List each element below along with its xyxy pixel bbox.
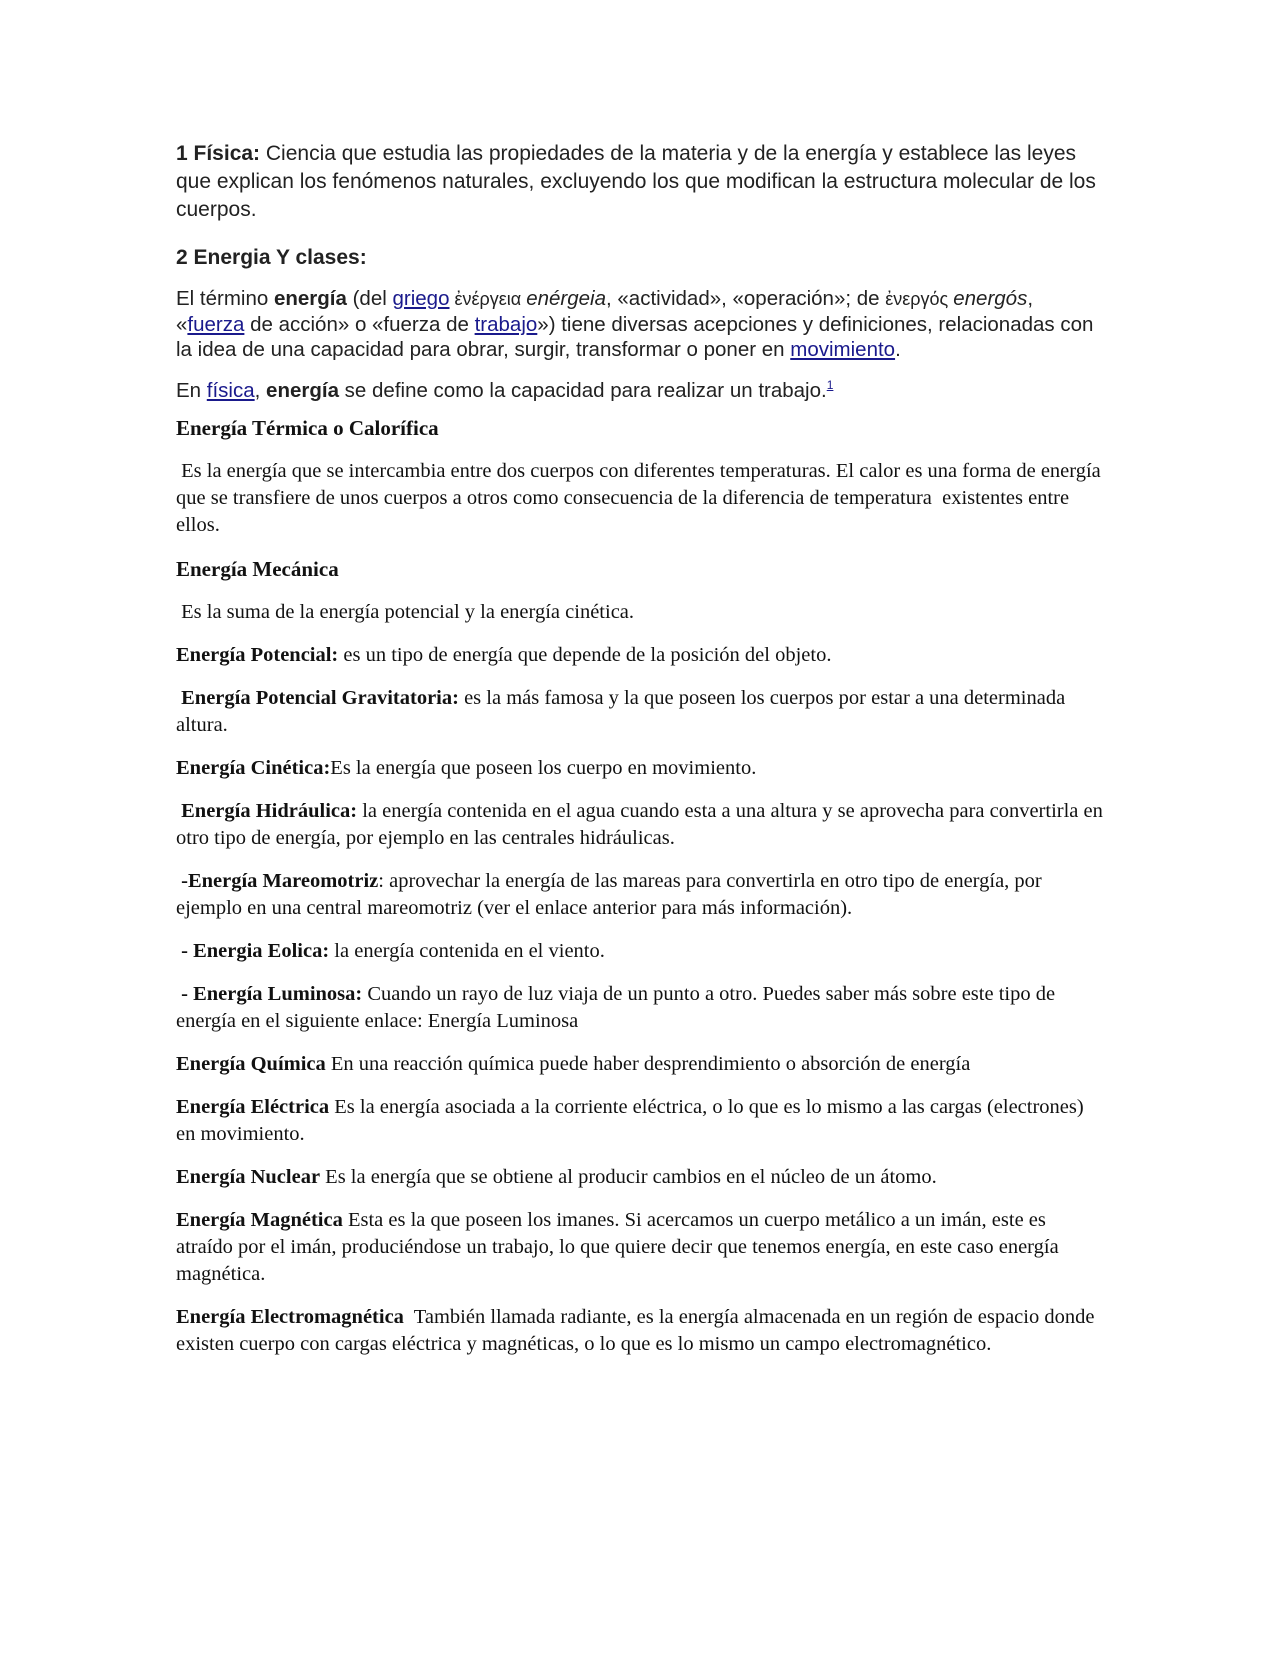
section-text: Es la energía que se intercambia entre dos cuerpos con diferentes temperaturas. El calor es una forma de energía que se transfiere de unos cuerpos a otros como consecuencia de la diferencia de temperatura existentes entre ellos. [176,460,1106,536]
text-run: de acción» o «fuerza de [244,313,475,336]
section-text: es la más famosa y la que poseen los cuerpos por estar a una determinada altura. [176,687,1071,736]
section-paragraph [176,938,1106,965]
energia-heading: 2 Energia Y clases: [176,246,367,269]
section-label: Energía Química [176,1053,326,1075]
section-label: Energía Eléctrica [176,1096,330,1118]
section-label: Energía Potencial: [176,644,339,666]
section-heading: Energía Térmica o Calorífica [176,416,439,440]
section-text: es un tipo de energía que depende de la posición del objeto. [338,644,832,666]
text-run: , «actividad», «operación»; de [606,287,886,310]
italic-energos: energós [953,287,1028,310]
section-paragraph [176,458,1106,539]
text-run: (del [346,287,393,310]
section-label: - Energia Eolica: [176,940,330,962]
section-text: Es la suma de la energía potencial y la energía cinética. [176,601,635,623]
section-text: En una reacción química puede haber desprendimiento o absorción de energía [325,1053,971,1075]
text-run: ») tiene diversas acepciones y definiciones, relacionadas con la idea de una capacidad para obrar, surgir, transformar o poner en [176,313,1094,361]
link-griego[interactable]: griego [392,287,450,310]
section-text: : aprovechar la energía de las mareas para convertirla en otro tipo de energía, por ejemplo en una central mareomotriz (ver el enlace anterior para más información). [176,870,1047,919]
text-run: , [254,379,267,402]
fisica-label: 1 Física: [176,142,261,165]
section-paragraph [176,798,1106,852]
section-paragraph [176,981,1106,1035]
text-run: se define como la capacidad para realizar un trabajo. [338,379,827,402]
energy-types-list [176,414,1106,1358]
section-label: Energía Hidráulica: [176,800,358,822]
section-label: Energía Cinética: [176,757,331,779]
section-paragraph [176,1094,1106,1148]
section-text: Es la energía que poseen los cuerpo en movimiento. [330,757,757,779]
section-label: Energía Potencial Gravitatoria: [176,687,459,709]
text-run: , « [176,287,1034,336]
section-text: Es la energía asociada a la corriente eléctrica, o lo que es lo mismo a las cargas (electrones) en movimiento. [176,1096,1089,1145]
section-paragraph [176,868,1106,922]
section-label: Energía Magnética [176,1209,343,1231]
energia-termino-paragraph [176,286,1106,362]
fisica-definition [176,140,1106,224]
section-text: la energía contenida en el agua cuando esta a una altura y se aprovecha para convertirla en otro tipo de energía, por ejemplo en las centrales hidráulicas. [176,800,1108,849]
footnote-ref[interactable]: 1 [826,378,834,392]
section-paragraph [176,642,1106,669]
section-text: Esta es la que poseen los imanes. Si acercamos un cuerpo metálico a un imán, este es atraído por el imán, produciéndose un trabajo, lo que quiere decir que tenemos energía, en este caso energía magnética. [176,1209,1064,1285]
section-label: Energía Electromagnética [176,1306,404,1328]
section-text: Es la energía que se obtiene al producir cambios en el núcleo de un átomo. [320,1166,937,1188]
section-paragraph [176,1051,1106,1078]
section-paragraph [176,1304,1106,1358]
section-paragraph [176,599,1106,626]
document-page [176,140,1106,1374]
greek-text: ἐνεργός [885,289,954,309]
section-paragraph [176,1207,1106,1288]
text-run: El término [176,287,274,310]
section-text: Cuando un rayo de luz viaja de un punto a otro. Puedes saber más sobre este tipo de energía en el siguiente enlace: Energía Luminosa [176,983,1061,1032]
section-text: También llamada radiante, es la energía almacenada en un región de espacio donde existen cuerpo con cargas eléctrica y magnéticas, o lo que es lo mismo un campo electromagnético. [176,1306,1100,1355]
text-run: En [176,379,207,402]
link-movimiento[interactable]: movimiento [790,338,896,361]
link-trabajo[interactable]: trabajo [474,313,538,336]
link-fuerza[interactable]: fuerza [187,313,245,336]
section-label: - Energía Luminosa: [176,983,363,1005]
section-label: Energía Nuclear [176,1166,321,1188]
bold-term-energia: energía [273,287,347,310]
link-fisica[interactable]: física [206,379,255,402]
section-text: la energía contenida en el viento. [329,940,605,962]
section-paragraph [176,755,1106,782]
italic-energeia: enérgeia [526,287,607,310]
section-label: -Energía Mareomotriz [176,870,379,892]
en-fisica-paragraph [176,372,1106,404]
greek-text: ἐνέργεια [449,289,527,309]
section-paragraph [176,1164,1106,1191]
bold-term-energia: energía [266,379,339,402]
section-paragraph [176,685,1106,739]
fisica-text: Ciencia que estudia las propiedades de la materia y de la energía y establece las leyes que explican los fenómenos naturales, excluyendo los que modifican la estructura molecular de los cuerpos. [176,142,1096,221]
section-heading: Energía Mecánica [176,557,339,581]
text-run: . [895,338,901,361]
